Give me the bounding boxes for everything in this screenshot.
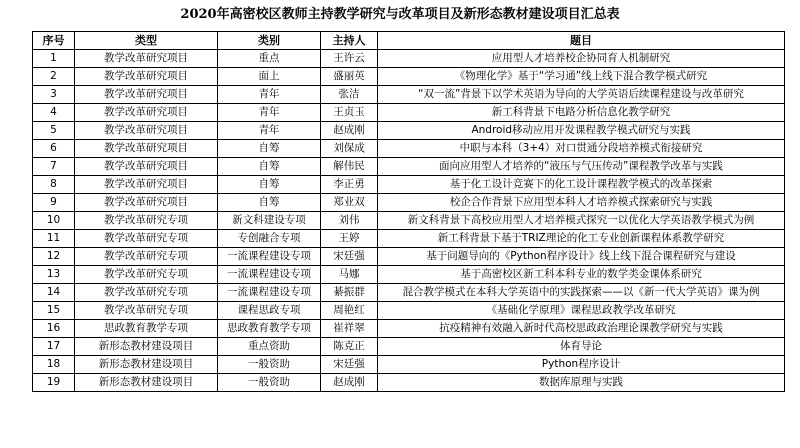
cell-type: 教学改革研究项目 xyxy=(75,68,218,86)
cell-type: 教学改革研究项目 xyxy=(75,104,218,122)
cell-host: 陈克正 xyxy=(321,338,378,356)
cell-category: 重点资助 xyxy=(218,338,321,356)
cell-no: 9 xyxy=(33,194,75,212)
cell-topic: 体育导论 xyxy=(378,338,785,356)
cell-host: 李正勇 xyxy=(321,176,378,194)
cell-topic: 《基础化学原理》课程思政教学改革研究 xyxy=(378,302,785,320)
cell-no: 1 xyxy=(33,50,75,68)
page-title: 2020年高密校区教师主持教学研究与改革项目及新形态教材建设项目汇总表 xyxy=(180,7,620,22)
cell-topic: Android移动应用开发课程教学模式研究与实践 xyxy=(378,122,785,140)
table-row xyxy=(33,50,785,68)
cell-no: 6 xyxy=(33,140,75,158)
table-row xyxy=(33,68,785,86)
cell-category: 专创融合专项 xyxy=(218,230,321,248)
cell-topic: 新文科背景下高校应用型人才培养模式探究一以优化大学英语教学模式为例 xyxy=(378,212,785,230)
cell-type: 教学改革研究专项 xyxy=(75,266,218,284)
cell-no: 4 xyxy=(33,104,75,122)
cell-type: 教学改革研究项目 xyxy=(75,158,218,176)
cell-host: 马娜 xyxy=(321,266,378,284)
column-header-host: 主持人 xyxy=(321,32,378,50)
table-header-row xyxy=(33,32,785,50)
cell-no: 7 xyxy=(33,158,75,176)
cell-host: 王许云 xyxy=(321,50,378,68)
cell-host: 宋廷强 xyxy=(321,248,378,266)
cell-type: 教学改革研究项目 xyxy=(75,50,218,68)
cell-host: 王婷 xyxy=(321,230,378,248)
summary-table xyxy=(32,31,785,392)
cell-topic: 混合教学模式在本科大学英语中的实践探索——以《新一代大学英语》课为例 xyxy=(378,284,785,302)
cell-type: 新形态教材建设项目 xyxy=(75,374,218,392)
cell-no: 13 xyxy=(33,266,75,284)
table-row xyxy=(33,158,785,176)
cell-type: 新形态教材建设项目 xyxy=(75,338,218,356)
cell-no: 12 xyxy=(33,248,75,266)
cell-category: 青年 xyxy=(218,104,321,122)
cell-host: 王贞玉 xyxy=(321,104,378,122)
cell-host: 郑业双 xyxy=(321,194,378,212)
cell-category: 新文科建设专项 xyxy=(218,212,321,230)
cell-no: 19 xyxy=(33,374,75,392)
cell-category: 一流课程建设专项 xyxy=(218,284,321,302)
table-row xyxy=(33,338,785,356)
table-row xyxy=(33,302,785,320)
cell-topic: 新工科背景下电路分析信息化教学研究 xyxy=(378,104,785,122)
cell-type: 教学改革研究项目 xyxy=(75,140,218,158)
cell-category: 自筹 xyxy=(218,176,321,194)
table-body xyxy=(33,50,785,392)
column-header-type: 类型 xyxy=(75,32,218,50)
cell-host: 綦振群 xyxy=(321,284,378,302)
cell-topic: 校企合作背景下应用型本科人才培养模式探索研究与实践 xyxy=(378,194,785,212)
cell-no: 3 xyxy=(33,86,75,104)
table-row xyxy=(33,140,785,158)
cell-host: 周艳红 xyxy=(321,302,378,320)
cell-category: 面上 xyxy=(218,68,321,86)
table-row xyxy=(33,284,785,302)
cell-topic: 面向应用型人才培养的“液压与气压传动”课程教学改革与实践 xyxy=(378,158,785,176)
cell-host: 刘伟 xyxy=(321,212,378,230)
cell-category: 自筹 xyxy=(218,158,321,176)
cell-no: 2 xyxy=(33,68,75,86)
cell-category: 重点 xyxy=(218,50,321,68)
cell-host: 刘保成 xyxy=(321,140,378,158)
table-row xyxy=(33,230,785,248)
cell-topic: 基于问题导向的《Python程序设计》线上线下混合课程研究与建设 xyxy=(378,248,785,266)
cell-category: 课程思政专项 xyxy=(218,302,321,320)
cell-type: 教学改革研究项目 xyxy=(75,194,218,212)
cell-topic: 应用型人才培养校企协同育人机制研究 xyxy=(378,50,785,68)
table-row xyxy=(33,122,785,140)
cell-no: 18 xyxy=(33,356,75,374)
table-row xyxy=(33,104,785,122)
cell-host: 盛丽英 xyxy=(321,68,378,86)
cell-no: 8 xyxy=(33,176,75,194)
table-row xyxy=(33,248,785,266)
cell-category: 一流课程建设专项 xyxy=(218,248,321,266)
cell-host: 赵成刚 xyxy=(321,122,378,140)
cell-type: 教学改革研究专项 xyxy=(75,248,218,266)
cell-type: 教学改革研究项目 xyxy=(75,176,218,194)
table-row xyxy=(33,356,785,374)
cell-topic: 基于化工设计竞赛下的化工设计课程教学模式的改革探索 xyxy=(378,176,785,194)
cell-no: 14 xyxy=(33,284,75,302)
cell-type: 教学改革研究专项 xyxy=(75,212,218,230)
cell-type: 教学改革研究项目 xyxy=(75,122,218,140)
cell-type: 教学改革研究专项 xyxy=(75,230,218,248)
cell-no: 15 xyxy=(33,302,75,320)
column-header-topic: 题目 xyxy=(378,32,785,50)
table-row xyxy=(33,86,785,104)
cell-type: 教学改革研究专项 xyxy=(75,302,218,320)
cell-category: 一般资助 xyxy=(218,374,321,392)
table-row xyxy=(33,374,785,392)
cell-category: 自筹 xyxy=(218,140,321,158)
cell-topic: 数据库原理与实践 xyxy=(378,374,785,392)
cell-topic: Python程序设计 xyxy=(378,356,785,374)
cell-topic: 抗疫精神有效融入新时代高校思政政治理论课教学研究与实践 xyxy=(378,320,785,338)
column-header-no: 序号 xyxy=(33,32,75,50)
cell-host: 宋廷强 xyxy=(321,356,378,374)
cell-topic: 基于高密校区新工科本科专业的数学类金课体系研究 xyxy=(378,266,785,284)
cell-category: 思政教育教学专项 xyxy=(218,320,321,338)
cell-no: 17 xyxy=(33,338,75,356)
table-row xyxy=(33,320,785,338)
cell-no: 11 xyxy=(33,230,75,248)
cell-category: 一流课程建设专项 xyxy=(218,266,321,284)
cell-type: 教学改革研究项目 xyxy=(75,86,218,104)
cell-no: 16 xyxy=(33,320,75,338)
cell-category: 青年 xyxy=(218,86,321,104)
cell-no: 5 xyxy=(33,122,75,140)
cell-category: 一般资助 xyxy=(218,356,321,374)
cell-host: 崔祥翠 xyxy=(321,320,378,338)
cell-type: 思政教育教学专项 xyxy=(75,320,218,338)
cell-host: 张洁 xyxy=(321,86,378,104)
cell-category: 青年 xyxy=(218,122,321,140)
table-row xyxy=(33,176,785,194)
cell-no: 10 xyxy=(33,212,75,230)
cell-topic: “双一流”背景下以学术英语为导向的大学英语后续课程建设与改革研究 xyxy=(378,86,785,104)
cell-type: 教学改革研究专项 xyxy=(75,284,218,302)
table-row xyxy=(33,266,785,284)
table-row xyxy=(33,212,785,230)
cell-host: 解伟民 xyxy=(321,158,378,176)
table-row xyxy=(33,194,785,212)
cell-category: 自筹 xyxy=(218,194,321,212)
cell-topic: 新工科背景下基于TRIZ理论的化工专业创新课程体系教学研究 xyxy=(378,230,785,248)
cell-type: 新形态教材建设项目 xyxy=(75,356,218,374)
cell-topic: 《物理化学》基于“学习通”线上线下混合教学模式研究 xyxy=(378,68,785,86)
cell-topic: 中职与本科（3+4）对口贯通分段培养模式衔接研究 xyxy=(378,140,785,158)
column-header-category: 类别 xyxy=(218,32,321,50)
cell-host: 赵成刚 xyxy=(321,374,378,392)
